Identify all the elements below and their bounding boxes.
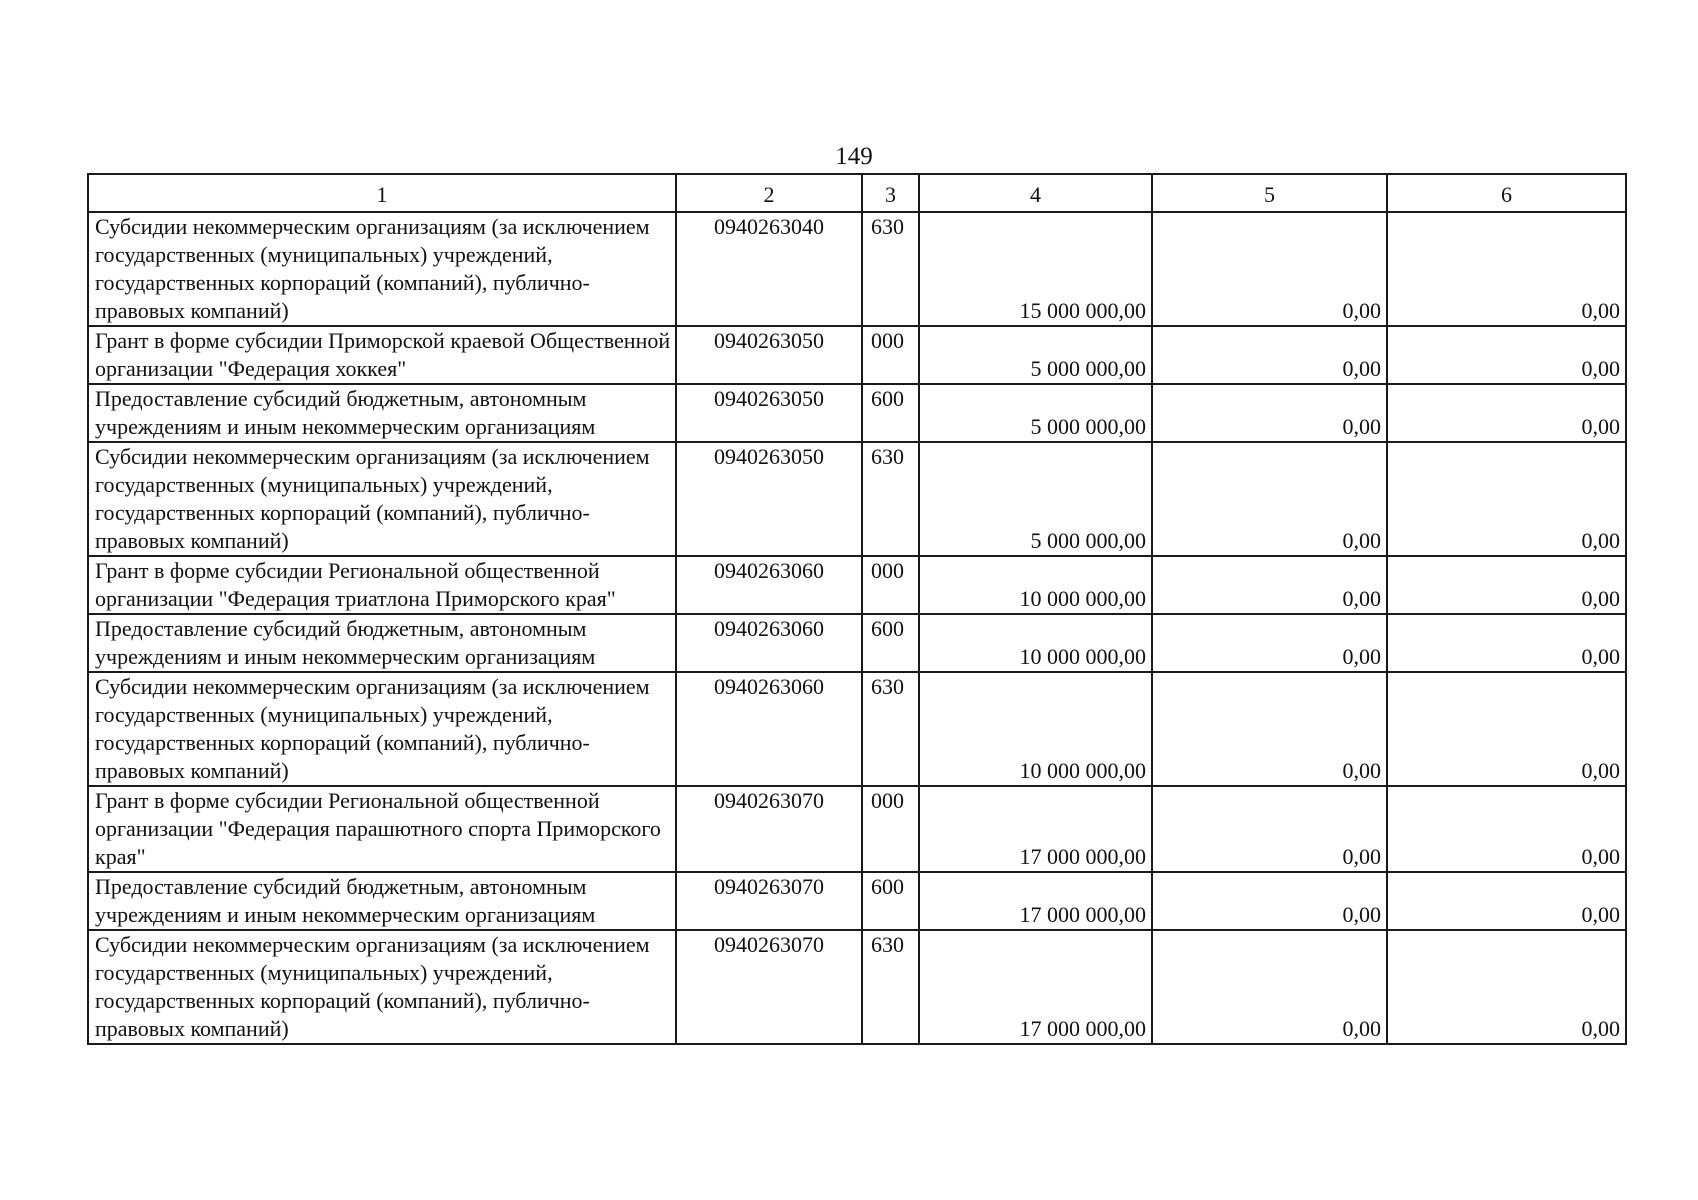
- table-row: [88, 442, 1626, 556]
- row-value-6: 0,00: [1387, 384, 1626, 442]
- row-value-6: 0,00: [1387, 786, 1626, 872]
- column-header: 5: [1152, 174, 1387, 212]
- column-header: 6: [1387, 174, 1626, 212]
- row-value-4: 10 000 000,00: [919, 672, 1152, 786]
- row-code: 0940263050: [676, 442, 862, 556]
- row-value-4: 15 000 000,00: [919, 212, 1152, 326]
- row-value-5: 0,00: [1152, 442, 1387, 556]
- row-type: 630: [862, 930, 919, 1044]
- row-type: 630: [862, 212, 919, 326]
- row-code: 0940263070: [676, 786, 862, 872]
- column-header: 4: [919, 174, 1152, 212]
- table-row: [88, 384, 1626, 442]
- row-value-5: 0,00: [1152, 212, 1387, 326]
- row-name: Грант в форме субсидии Региональной общественной организации "Федерация парашютного спорта Приморского края": [88, 786, 676, 872]
- row-name: Предоставление субсидий бюджетным, автономным учреждениям и иным некоммерческим организациям: [88, 872, 676, 930]
- row-code: 0940263070: [676, 930, 862, 1044]
- table-row: [88, 326, 1626, 384]
- row-value-5: 0,00: [1152, 614, 1387, 672]
- row-code: 0940263060: [676, 556, 862, 614]
- row-code: 0940263060: [676, 614, 862, 672]
- column-header: 1: [88, 174, 676, 212]
- row-value-4: 10 000 000,00: [919, 614, 1152, 672]
- row-type: 600: [862, 872, 919, 930]
- row-type: 630: [862, 672, 919, 786]
- row-value-4: 5 000 000,00: [919, 326, 1152, 384]
- row-value-5: 0,00: [1152, 786, 1387, 872]
- row-type: 630: [862, 442, 919, 556]
- row-name: Субсидии некоммерческим организациям (за исключением государственных (муниципальных) учреждений, государственных корпораций (компаний), публично-правовых компаний): [88, 930, 676, 1044]
- row-name: Грант в форме субсидии Региональной общественной организации "Федерация триатлона Приморского края": [88, 556, 676, 614]
- row-name: Субсидии некоммерческим организациям (за исключением государственных (муниципальных) учреждений, государственных корпораций (компаний), публично-правовых компаний): [88, 442, 676, 556]
- table-row: [88, 930, 1626, 1044]
- row-type: 600: [862, 384, 919, 442]
- page-number: 149: [835, 143, 873, 170]
- row-value-5: 0,00: [1152, 672, 1387, 786]
- row-code: 0940263070: [676, 872, 862, 930]
- row-name: Предоставление субсидий бюджетным, автономным учреждениям и иным некоммерческим организациям: [88, 384, 676, 442]
- row-value-4: 10 000 000,00: [919, 556, 1152, 614]
- row-name: Грант в форме субсидии Приморской краевой Общественной организации "Федерация хоккея": [88, 326, 676, 384]
- row-code: 0940263040: [676, 212, 862, 326]
- row-code: 0940263050: [676, 326, 862, 384]
- row-type: 000: [862, 326, 919, 384]
- row-value-4: 5 000 000,00: [919, 442, 1152, 556]
- row-code: 0940263060: [676, 672, 862, 786]
- row-value-6: 0,00: [1387, 556, 1626, 614]
- column-header: 3: [862, 174, 919, 212]
- row-value-4: 17 000 000,00: [919, 872, 1152, 930]
- row-type: 000: [862, 786, 919, 872]
- row-value-5: 0,00: [1152, 556, 1387, 614]
- row-value-4: 17 000 000,00: [919, 786, 1152, 872]
- row-value-6: 0,00: [1387, 326, 1626, 384]
- row-value-5: 0,00: [1152, 930, 1387, 1044]
- row-value-5: 0,00: [1152, 326, 1387, 384]
- row-value-4: 5 000 000,00: [919, 384, 1152, 442]
- row-name: Субсидии некоммерческим организациям (за исключением государственных (муниципальных) учреждений, государственных корпораций (компаний), публично-правовых компаний): [88, 212, 676, 326]
- row-value-6: 0,00: [1387, 872, 1626, 930]
- row-value-6: 0,00: [1387, 672, 1626, 786]
- row-value-6: 0,00: [1387, 614, 1626, 672]
- row-value-5: 0,00: [1152, 872, 1387, 930]
- budget-table: [87, 173, 1627, 1045]
- table-row: [88, 556, 1626, 614]
- row-value-6: 0,00: [1387, 442, 1626, 556]
- row-name: Субсидии некоммерческим организациям (за исключением государственных (муниципальных) учреждений, государственных корпораций (компаний), публично-правовых компаний): [88, 672, 676, 786]
- row-type: 000: [862, 556, 919, 614]
- row-code: 0940263050: [676, 384, 862, 442]
- row-value-5: 0,00: [1152, 384, 1387, 442]
- row-name: Предоставление субсидий бюджетным, автономным учреждениям и иным некоммерческим организациям: [88, 614, 676, 672]
- row-value-6: 0,00: [1387, 212, 1626, 326]
- table-row: [88, 212, 1626, 326]
- row-value-4: 17 000 000,00: [919, 930, 1152, 1044]
- table-row: [88, 672, 1626, 786]
- table-row: [88, 872, 1626, 930]
- row-type: 600: [862, 614, 919, 672]
- row-value-6: 0,00: [1387, 930, 1626, 1044]
- table-row: [88, 786, 1626, 872]
- column-header: 2: [676, 174, 862, 212]
- table-row: [88, 614, 1626, 672]
- header-row: [88, 174, 1626, 212]
